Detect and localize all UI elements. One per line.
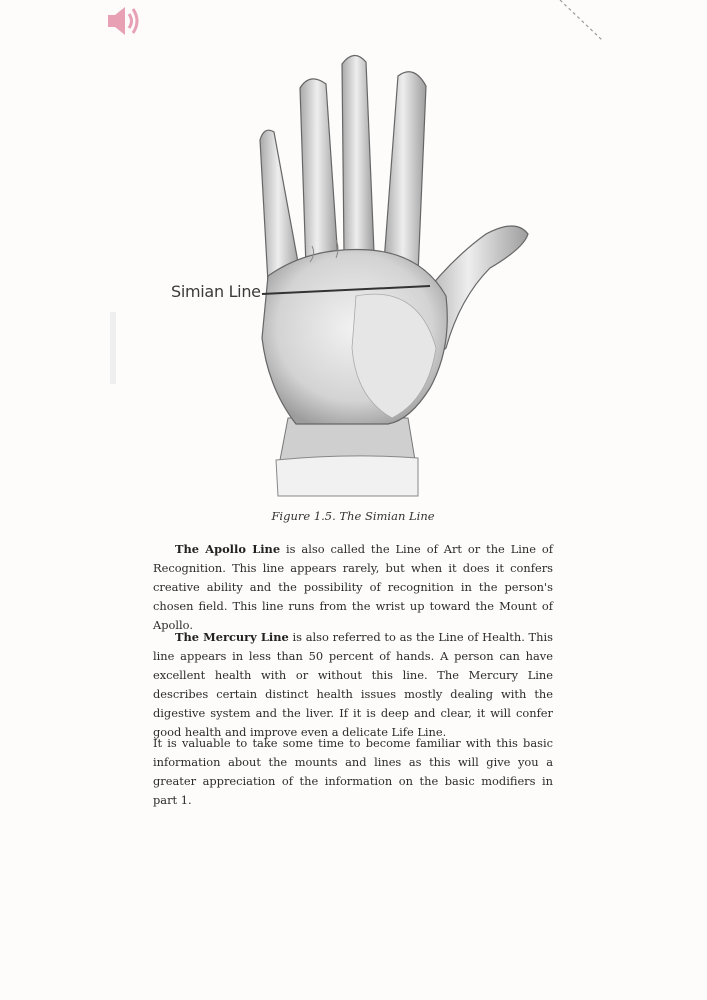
page-edge-marker [110,312,116,384]
paragraph-text: is also referred to as the Line of Health. This line appears in less than 50 percent of hands. A person can have excellent health with or without this line. The Mercury Line describes certain distinct health issues mostly dealing with the digestive system and the liver. If it is deep and clear, it will confer good health and improve even a delicate Life Line. [153,630,553,739]
paragraph-summary: It is valuable to take some time to become familiar with this basic information about the mounts and lines as this will give you a greater appreciation of the information on the basic modifiers in part 1. [153,736,553,807]
audio-button[interactable] [106,4,144,38]
figure-caption: Figure 1.5. The Simian Line [271,509,435,523]
term-apollo-line: The Apollo Line [175,542,281,556]
page-fold-marker [558,0,606,42]
paragraph-text: is also called the Line of Art or the Line of Recognition. This line appears rarely, but when it does it confers creative ability and the possibility of recognition in the person's chosen field. This line runs from the wrist up toward the Mount of Apollo. [153,542,553,632]
paragraph-apollo-line [153,540,553,635]
paragraph-mercury-line [153,628,553,742]
term-mercury-line: The Mercury Line [175,630,289,644]
speaker-icon [106,4,144,38]
simian-line-label: Simian Line [171,282,261,301]
hand-illustration [160,48,550,500]
